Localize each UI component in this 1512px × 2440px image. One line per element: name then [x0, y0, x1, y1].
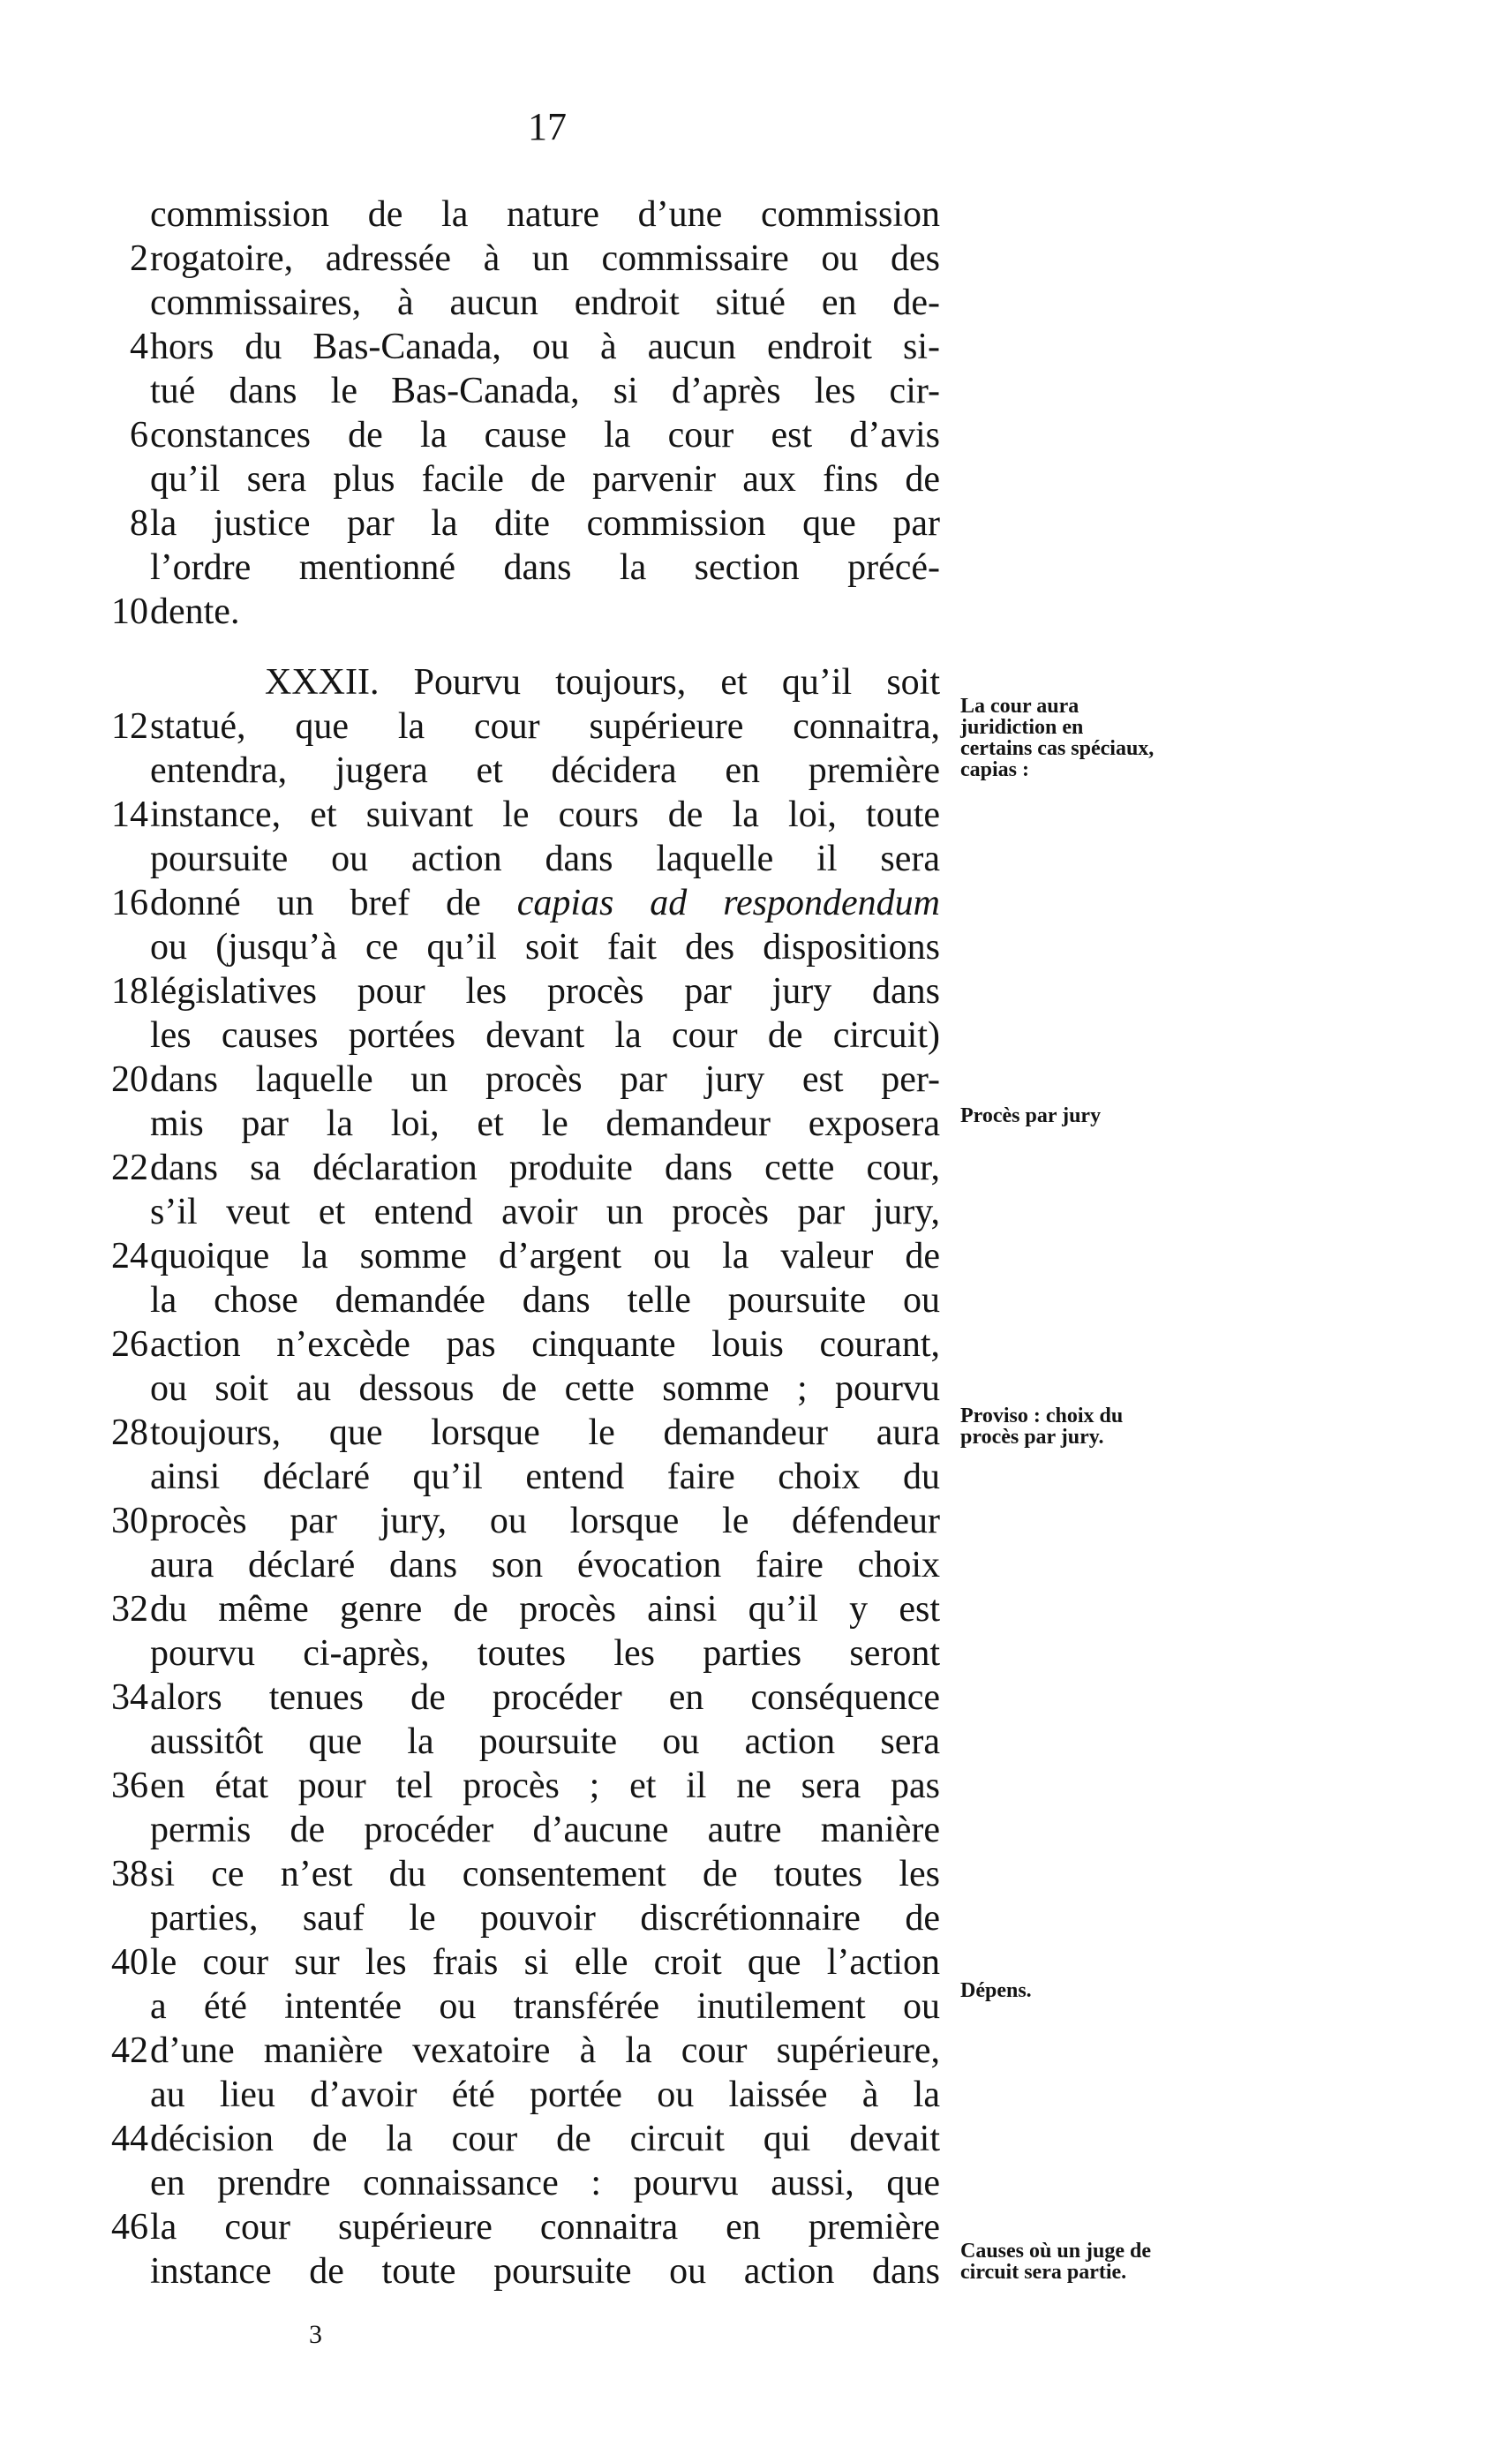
margin-note-proviso: Proviso : choix du procès par jury. — [960, 1405, 1124, 1449]
line-number: 26 — [111, 1324, 148, 1365]
text-line — [78, 1058, 947, 1102]
line-text: en état pour tel procès ; et il ne sera pas — [150, 1766, 940, 1806]
line-text: la chose demandée dans telle poursuite ou — [150, 1280, 940, 1321]
text-line — [78, 2249, 947, 2293]
text-line — [78, 1587, 947, 1631]
text-line — [78, 1896, 947, 1940]
line-text: dans sa déclaration produite dans cette cour, — [150, 1148, 940, 1188]
line-text: rogatoire, adressée à un commissaire ou des — [150, 238, 940, 279]
line-text: qu’il sera plus facile de parvenir aux fins de — [150, 459, 940, 500]
text-line — [78, 1411, 947, 1455]
text-line — [78, 1322, 947, 1367]
text-line — [78, 1455, 947, 1499]
line-text: commissaires, à aucun endroit situé en de- — [150, 282, 940, 323]
text-line — [78, 2161, 947, 2205]
margin-note-jurisdiction: La cour aura juridiction en certains cas spéciaux, capias : — [960, 695, 1155, 781]
text-line — [78, 501, 947, 546]
line-number: 32 — [111, 1589, 148, 1630]
text-line — [78, 281, 947, 325]
line-text: aura déclaré dans son évocation faire choix — [150, 1545, 940, 1585]
line-number: 24 — [111, 1236, 148, 1276]
line-text: l’ordre mentionné dans la section précé- — [150, 547, 940, 588]
margin-note-jury-trial: Procès par jury — [960, 1104, 1102, 1127]
line-number: 4 — [130, 327, 148, 367]
line-text: permis de procéder d’aucune autre manière — [150, 1810, 940, 1850]
line-number: 42 — [111, 2030, 148, 2071]
text-line — [78, 2205, 947, 2249]
line-text: hors du Bas-Canada, ou à aucun endroit si- — [150, 327, 940, 367]
line-text: les causes portées devant la cour de circuit) — [150, 1015, 940, 1056]
text-line — [78, 1367, 947, 1411]
line-text: la justice par la dite commission que par — [150, 503, 940, 544]
text-line — [78, 1984, 947, 2029]
text-line — [78, 1940, 947, 1984]
line-text: a été intentée ou transférée inutilement ou — [150, 1986, 940, 2027]
line-text: statué, que la cour supérieure connaitra, — [150, 706, 940, 747]
text-line — [78, 1146, 947, 1190]
line-text: toujours, que lorsque le demandeur aura — [150, 1412, 940, 1453]
line-number: 30 — [111, 1501, 148, 1541]
text-line — [78, 2117, 947, 2161]
text-line — [78, 793, 947, 837]
latin-term: capias ad respondendum — [516, 883, 940, 923]
line-number: 18 — [111, 971, 148, 1012]
line-number: 10 — [111, 591, 148, 632]
line-text: tué dans le Bas-Canada, si d’après les cir- — [150, 371, 940, 411]
text-line — [78, 2073, 947, 2117]
line-text: décision de la cour de circuit qui devait — [150, 2119, 940, 2159]
text-line — [78, 1543, 947, 1587]
line-number: 22 — [111, 1148, 148, 1188]
line-number: 36 — [111, 1766, 148, 1806]
text-line — [78, 369, 947, 413]
text-line — [78, 925, 947, 969]
line-number: 8 — [130, 503, 148, 544]
line-text: entendra, jugera et décidera en première — [150, 750, 940, 791]
page-number: 17 — [528, 105, 567, 148]
text-line — [78, 1631, 947, 1676]
text-line — [78, 1278, 947, 1322]
text-line — [78, 546, 947, 590]
line-number: 38 — [111, 1854, 148, 1894]
line-text: mis par la loi, et le demandeur exposera — [150, 1103, 940, 1144]
margin-note-costs: Dépens. — [960, 1979, 1032, 2002]
text-line — [78, 1676, 947, 1720]
line-text: quoique la somme d’argent ou la valeur de — [150, 1236, 940, 1276]
line-text: instance de toute poursuite ou action dans — [150, 2251, 940, 2292]
text-line — [78, 413, 947, 457]
line-text: le cour sur les frais si elle croit que l’action — [150, 1942, 940, 1983]
line-number: 2 — [130, 238, 148, 279]
line-number: 14 — [111, 795, 148, 835]
text-line — [78, 1190, 947, 1234]
line-text: action n’excède pas cinquante louis courant, — [150, 1324, 940, 1365]
text-line — [78, 1013, 947, 1058]
text-line — [78, 457, 947, 501]
text-line — [78, 837, 947, 881]
line-text: s’il veut et entend avoir un procès par jury, — [150, 1192, 940, 1232]
line-number: 12 — [111, 706, 148, 747]
text-body — [78, 192, 947, 2293]
text-line — [78, 1808, 947, 1852]
line-text: en prendre connaissance : pourvu aussi, que — [150, 2163, 940, 2203]
line-text: du même genre de procès ainsi qu’il y est — [150, 1589, 940, 1630]
text-line — [78, 1852, 947, 1896]
line-number: 28 — [111, 1412, 148, 1453]
line-text: poursuite ou action dans laquelle il sera — [150, 839, 940, 879]
text-line — [78, 590, 947, 634]
line-text: constances de la cause la cour est d’avis — [150, 415, 940, 456]
line-number: 6 — [130, 415, 148, 456]
text-line — [78, 2029, 947, 2073]
text-line — [78, 1720, 947, 1764]
line-text: aussitôt que la poursuite ou action sera — [150, 1721, 940, 1762]
line-text: législatives pour les procès par jury dans — [150, 971, 940, 1012]
line-text — [150, 881, 940, 925]
section-heading-line — [78, 660, 947, 704]
line-text-roman: donné un bref de — [150, 883, 517, 923]
line-number: 40 — [111, 1942, 148, 1983]
text-line — [78, 1102, 947, 1146]
text-line — [78, 881, 947, 925]
line-number: 34 — [111, 1677, 148, 1718]
line-text: dans laquelle un procès par jury est per- — [150, 1059, 940, 1100]
line-number: 44 — [111, 2119, 148, 2159]
text-line — [78, 1499, 947, 1543]
signature-mark: 3 — [309, 2320, 322, 2349]
text-line — [78, 237, 947, 281]
text-line — [78, 749, 947, 793]
line-text: dente. — [150, 591, 240, 632]
text-line — [78, 1764, 947, 1808]
line-number: 46 — [111, 2207, 148, 2248]
line-text: si ce n’est du consentement de toutes les — [150, 1854, 940, 1894]
line-text: pourvu ci-après, toutes les parties seront — [150, 1633, 940, 1674]
line-text: ainsi déclaré qu’il entend faire choix du — [150, 1457, 940, 1497]
line-text: au lieu d’avoir été portée ou laissée à la — [150, 2075, 940, 2115]
text-line — [78, 325, 947, 369]
line-text: ou (jusqu’à ce qu’il soit fait des dispositions — [150, 927, 940, 968]
line-text: parties, sauf le pouvoir discrétionnaire de — [150, 1898, 940, 1939]
line-text: d’une manière vexatoire à la cour supérieure, — [150, 2030, 940, 2071]
line-number: 16 — [111, 883, 148, 923]
line-text: procès par jury, ou lorsque le défendeur — [150, 1501, 940, 1541]
text-line — [78, 1234, 947, 1278]
line-number: 20 — [111, 1059, 148, 1100]
margin-note-circuit-judge: Causes où un juge de circuit sera partie. — [960, 2240, 1152, 2284]
line-text: XXXII. Pourvu toujours, et qu’il soit — [265, 662, 940, 703]
line-text: ou soit au dessous de cette somme ; pourvu — [150, 1368, 940, 1409]
line-text: instance, et suivant le cours de la loi, toute — [150, 795, 940, 835]
line-text: la cour supérieure connaitra en première — [150, 2207, 940, 2248]
text-line — [78, 969, 947, 1013]
text-line — [78, 192, 947, 237]
text-line — [78, 704, 947, 749]
line-text: alors tenues de procéder en conséquence — [150, 1677, 940, 1718]
line-text: commission de la nature d’une commission — [150, 194, 940, 235]
